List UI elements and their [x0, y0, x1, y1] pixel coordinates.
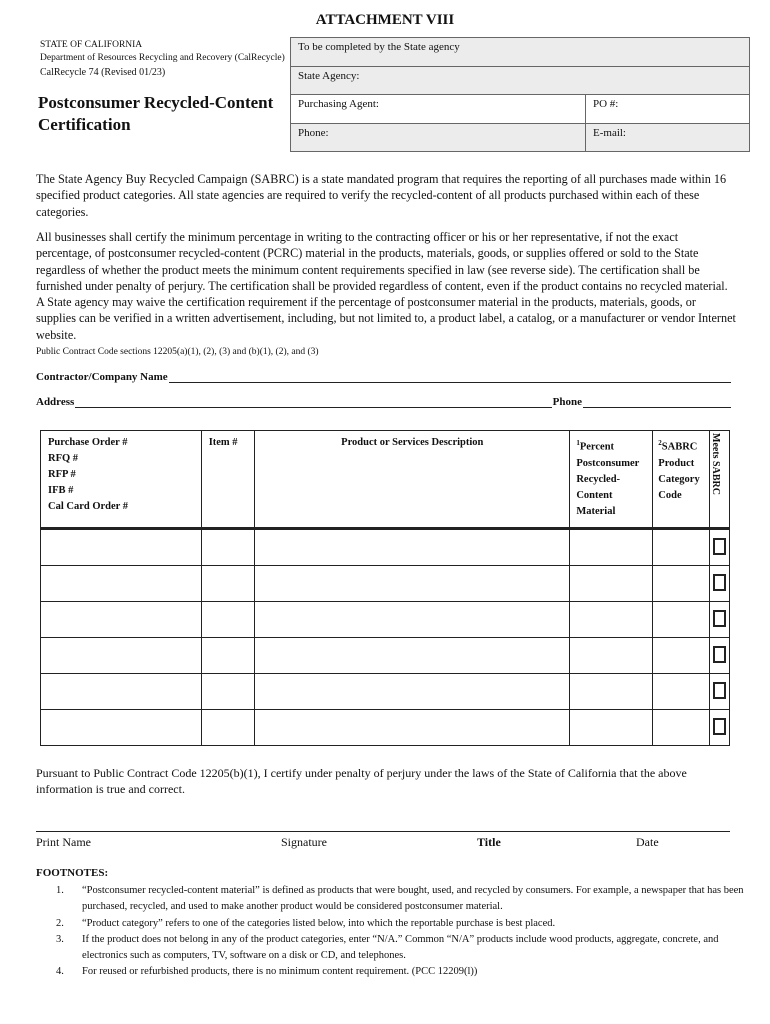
category-label-first: [658, 435, 707, 456]
order-label: IFB #: [48, 485, 74, 496]
certification-statement: Pursuant to Public Contract Code 12205(b)(1), I certify under penalty of perjury under the laws of the State of California that the above information is true and correct.: [36, 766, 687, 796]
item-cell[interactable]: [201, 710, 255, 746]
phone-label: Phone: [552, 396, 582, 408]
category-cell[interactable]: [653, 674, 710, 710]
form-title-line1: Postconsumer Recycled-Content: [38, 93, 274, 112]
percent-label: Material: [576, 505, 616, 517]
footnote-ref: 2: [658, 439, 662, 447]
table-row: [41, 674, 730, 710]
order-label: Purchase Order #: [48, 437, 128, 448]
description-cell[interactable]: [255, 529, 570, 566]
meets-cell: [710, 710, 730, 746]
order-label: RFQ #: [48, 453, 79, 464]
percent-label: Recycled-: [576, 473, 621, 485]
signature-line[interactable]: [36, 831, 730, 832]
agency-department: Department of Resources Recycling and Recovery (CalRecycle): [40, 52, 285, 63]
footnote-text: If the product does not belong in any of the product categories, enter “N/A.” Common “N/A” products include wood products, aggregate, concrete, and electronics such as computers, TV, software on a disk or CD, and telephones.: [82, 934, 719, 961]
table-row: [41, 602, 730, 638]
meets-cell: [710, 566, 730, 602]
item-number-label: Item #: [208, 437, 238, 448]
phone-field[interactable]: Phone:: [291, 123, 586, 152]
percent-label: Percent: [579, 441, 615, 453]
order-number-labels: [41, 431, 201, 519]
signature-label: Signature: [281, 835, 327, 849]
percent-cell[interactable]: [570, 710, 653, 746]
meets-cell: [710, 638, 730, 674]
footnote-item: [56, 964, 746, 980]
item-cell[interactable]: [201, 529, 255, 566]
agency-block: [40, 39, 285, 80]
category-cell[interactable]: [653, 529, 710, 566]
title-label: Title: [477, 835, 501, 849]
form-number: CalRecycle 74 (Revised 01/23): [40, 67, 166, 78]
footnote-number: 2.: [56, 918, 64, 929]
category-header: [653, 431, 710, 529]
description-cell[interactable]: [255, 674, 570, 710]
po-number-field[interactable]: PO #:: [586, 95, 750, 124]
percent-cell[interactable]: [570, 566, 653, 602]
footnote-item: [56, 932, 746, 964]
meets-sabrc-checkbox[interactable]: [713, 646, 726, 663]
meets-sabrc-checkbox[interactable]: [713, 574, 726, 591]
meets-cell: [710, 529, 730, 566]
order-cell[interactable]: [41, 674, 202, 710]
category-cell[interactable]: [653, 566, 710, 602]
form-title: [38, 92, 273, 136]
attachment-heading: ATTACHMENT VIII: [315, 12, 455, 28]
footnote-ref: 1: [576, 439, 580, 447]
address-label: Address: [36, 396, 75, 408]
meets-sabrc-checkbox[interactable]: [713, 718, 726, 735]
state-agency-field[interactable]: State Agency:: [291, 66, 750, 95]
percent-cell[interactable]: [570, 638, 653, 674]
order-cell[interactable]: [41, 529, 202, 566]
meets-cell: [710, 674, 730, 710]
state-agency-box: [290, 37, 750, 152]
footnote-item: [56, 883, 746, 915]
purchase-items-table: [40, 430, 730, 746]
contractor-name-row: [36, 371, 732, 383]
description-cell[interactable]: [255, 566, 570, 602]
meets-sabrc-header: [710, 431, 730, 529]
description-label: Product or Services Description: [341, 437, 484, 448]
category-label: Category: [658, 473, 700, 485]
footnotes-heading: FOOTNOTES:: [36, 867, 109, 879]
order-cell[interactable]: [41, 566, 202, 602]
meets-cell: [710, 602, 730, 638]
table-row: [41, 566, 730, 602]
description-header: [255, 431, 570, 529]
percent-labels: [570, 431, 652, 524]
order-number-header: [41, 431, 202, 529]
percent-label: Content: [576, 489, 613, 501]
percent-cell[interactable]: [570, 602, 653, 638]
description-cell[interactable]: [255, 638, 570, 674]
date-label: Date: [636, 835, 659, 849]
footnote-number: 4.: [56, 966, 64, 977]
category-cell[interactable]: [653, 602, 710, 638]
item-cell[interactable]: [201, 638, 255, 674]
table-row: [41, 710, 730, 746]
order-label: RFP #: [48, 469, 76, 480]
footnote-text: For reused or refurbished products, there is no minimum content requirement. (PCC 12209(l)): [82, 966, 478, 977]
percent-cell[interactable]: [570, 674, 653, 710]
footnote-number: 3.: [56, 934, 64, 945]
meets-sabrc-checkbox[interactable]: [713, 538, 726, 555]
address-input[interactable]: [75, 396, 551, 408]
code-reference: Public Contract Code sections 12205(a)(1), (2), (3) and (b)(1), (2), and (3): [36, 347, 319, 357]
requirements-paragraph: All businesses shall certify the minimum percentage in writing to the contracting officer or his or her representative, if not the exact percentage, of postconsumer recycled-content (PCRC) material in the products, materials, goods, or supplies offered or sold to the State regardless of whether the product meets the minimum content requirements specified in law (see reverse side). The certification shall be furnished under penalty of perjury. The certification shall be provided regardless of content, even if the product contains no recycled material. A State agency may waive the certification requirement if the percentage of postconsumer material in the products, materials, goods, or supplies can be verified in a written advertisement, including, but not limited to, a product label, a catalog, or a manufacturer or vendor Internet website.: [36, 230, 736, 342]
category-label: Product: [658, 457, 695, 469]
item-cell[interactable]: [201, 602, 255, 638]
category-cell[interactable]: [653, 638, 710, 674]
footnote-item: [56, 916, 746, 932]
item-cell[interactable]: [201, 566, 255, 602]
category-labels: [653, 431, 709, 508]
table-row: [41, 638, 730, 674]
footnote-text: “Product category” refers to one of the categories listed below, into which the reportable purchase is best placed.: [82, 918, 556, 929]
percent-label: Postconsumer: [576, 457, 640, 469]
description-cell[interactable]: [255, 602, 570, 638]
table-row: [41, 529, 730, 566]
intro-paragraph: The State Agency Buy Recycled Campaign (SABRC) is a state mandated program that requires the reporting of all purchases made within 16 specified product categories. All state agencies are required to verify the recycled-content of all products purchased within each of these categories.: [36, 172, 727, 219]
percent-label-first: [576, 435, 645, 456]
email-field[interactable]: E-mail:: [586, 123, 750, 152]
category-label: Code: [658, 489, 682, 501]
order-label: Cal Card Order #: [48, 501, 129, 512]
purchasing-agent-field[interactable]: Purchasing Agent:: [291, 95, 586, 124]
footnote-text: “Postconsumer recycled-content material” is defined as products that were bought, used, and recycled by consumers. For example, a newspaper that has been purchased, recycled, and used to make another product would be considered postconsumer material.: [82, 885, 744, 912]
percent-header: [570, 431, 653, 529]
percent-cell[interactable]: [570, 529, 653, 566]
description-cell[interactable]: [255, 710, 570, 746]
meets-sabrc-checkbox[interactable]: [713, 610, 726, 627]
address-row: [36, 396, 732, 408]
meets-sabrc-label: Meets SABRC: [710, 433, 721, 495]
category-cell[interactable]: [653, 710, 710, 746]
contractor-name-input[interactable]: [169, 371, 731, 383]
order-cell[interactable]: [41, 710, 202, 746]
print-name-label: Print Name: [36, 835, 91, 849]
state-box-heading: To be completed by the State agency: [291, 38, 750, 67]
form-title-line2: Certification: [38, 115, 131, 134]
agency-state: STATE OF CALIFORNIA: [40, 40, 143, 50]
phone-input[interactable]: [583, 396, 731, 408]
order-cell[interactable]: [41, 602, 202, 638]
table-header-row: [41, 431, 730, 529]
meets-sabrc-checkbox[interactable]: [713, 682, 726, 699]
contractor-name-label: Contractor/Company Name: [36, 371, 168, 383]
order-cell[interactable]: [41, 638, 202, 674]
footnote-number: 1.: [56, 885, 64, 896]
item-cell[interactable]: [201, 674, 255, 710]
item-number-header: [201, 431, 255, 529]
category-label: SABRC: [661, 441, 698, 453]
